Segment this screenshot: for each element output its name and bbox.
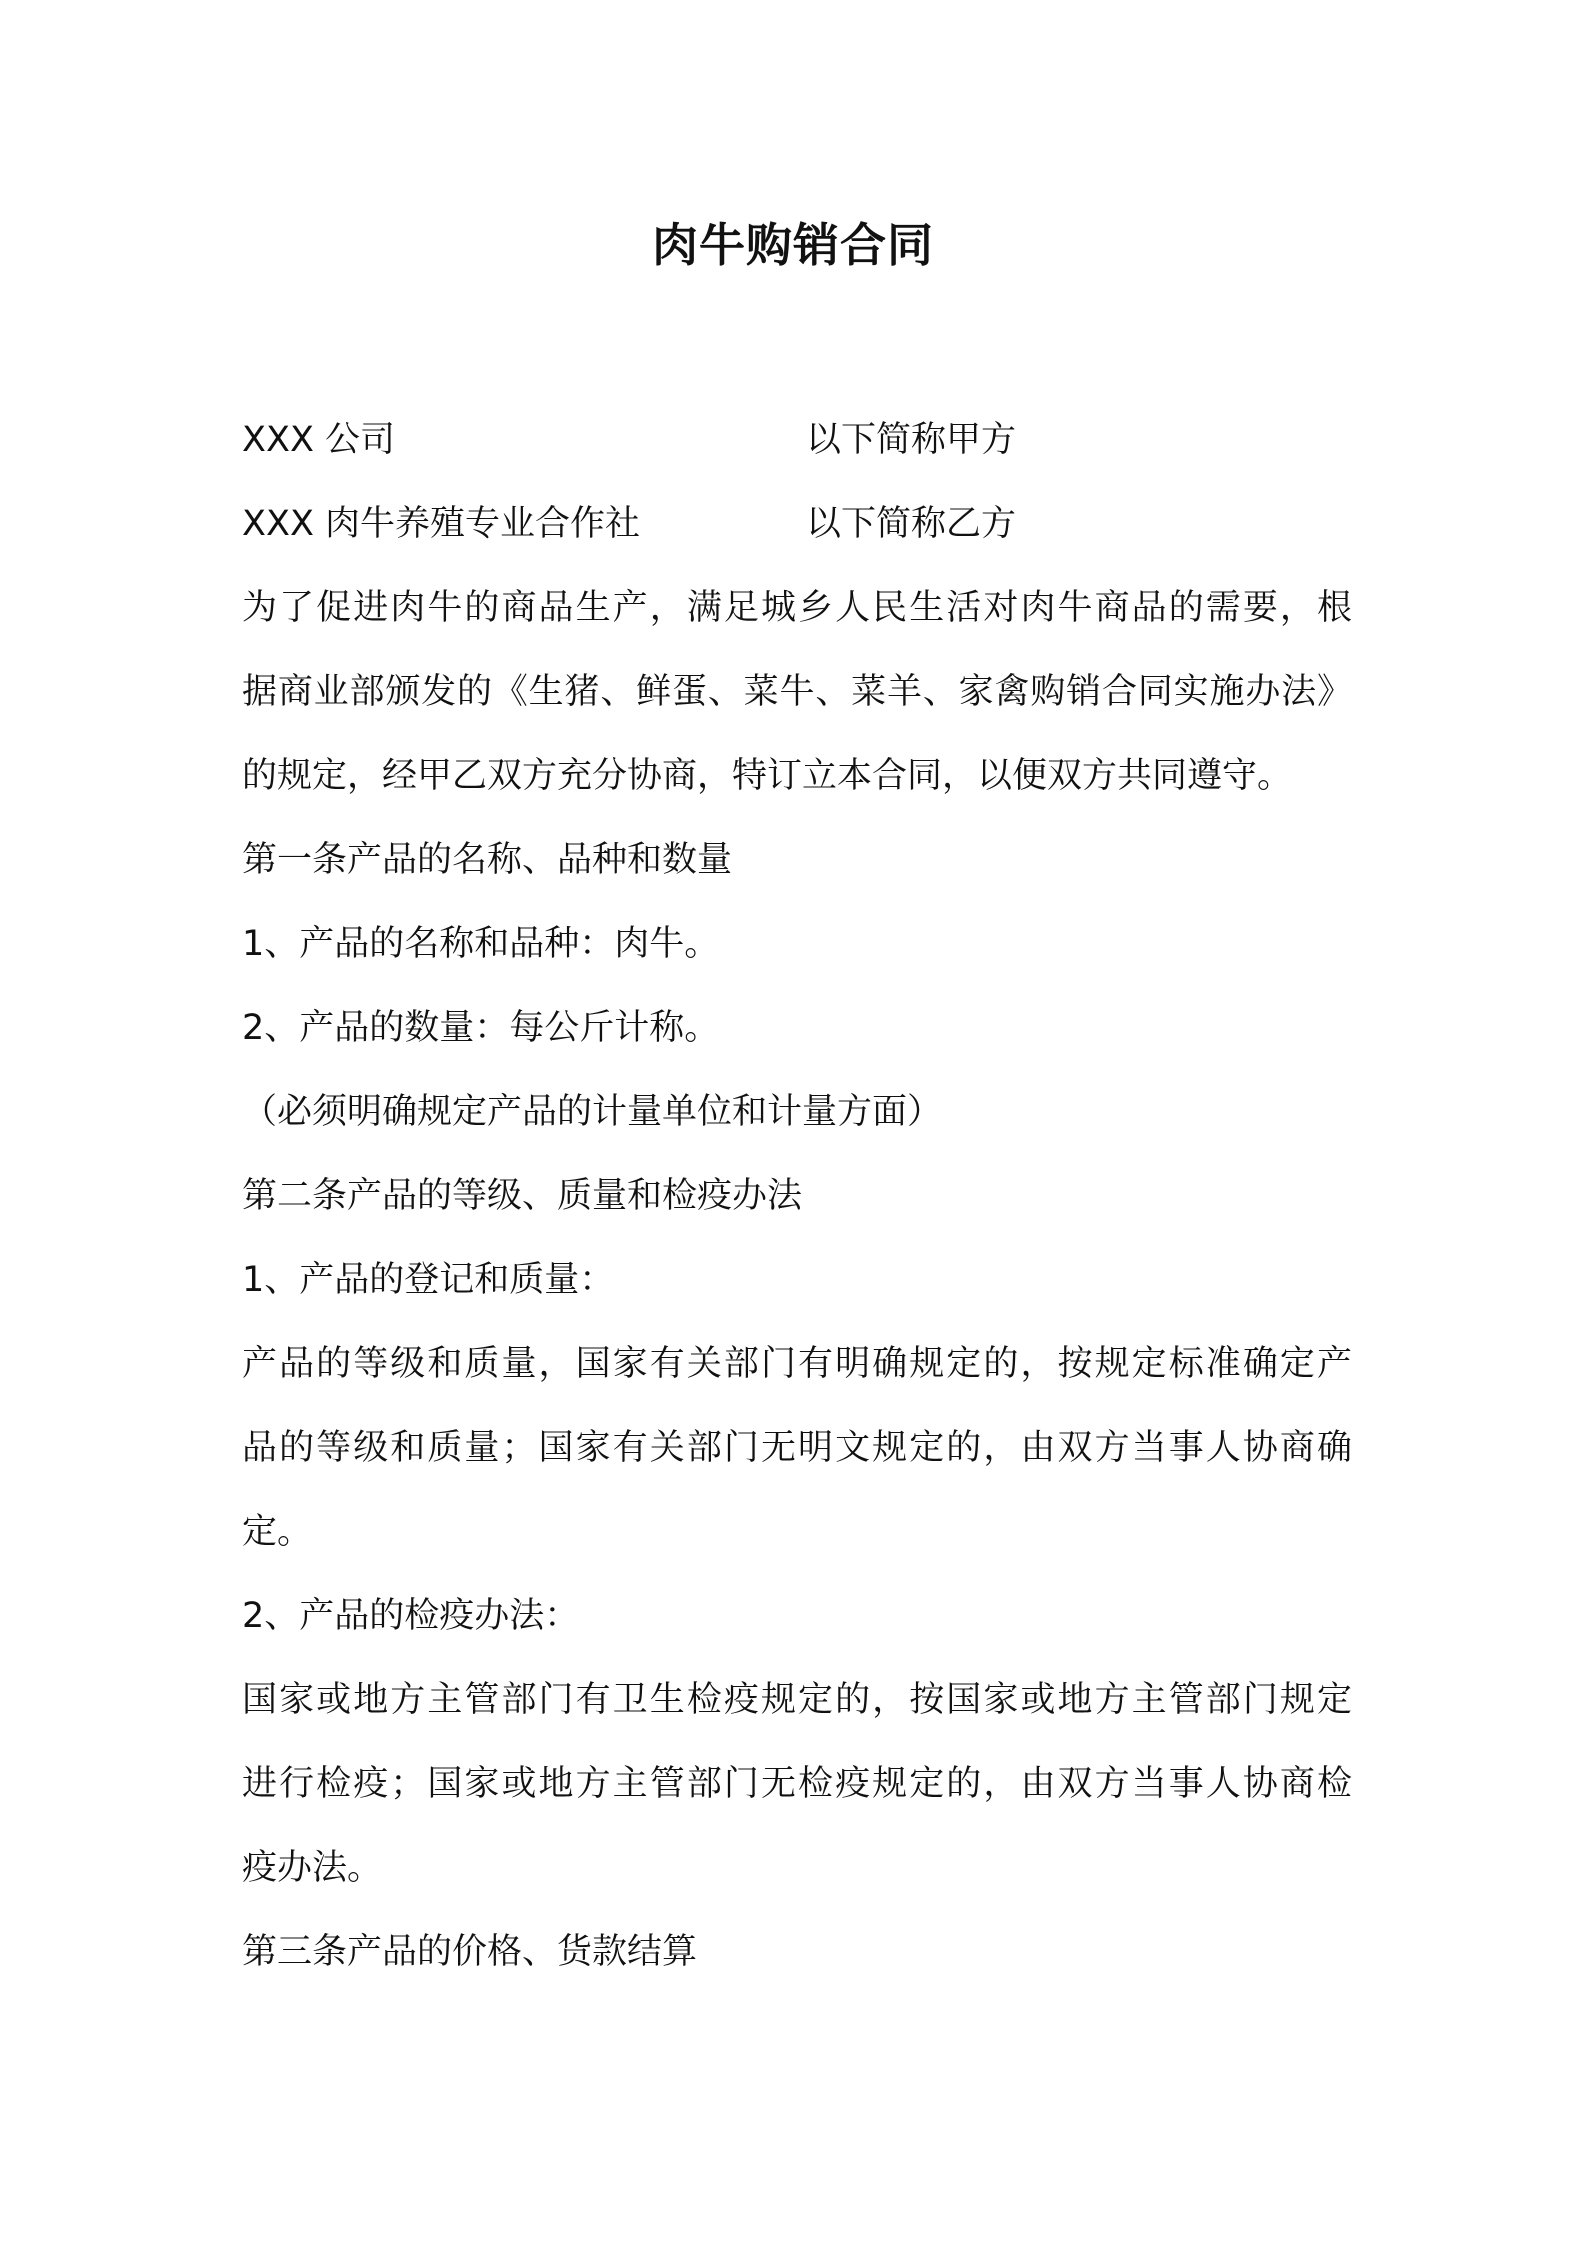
article-2-item-2-line-2: 进行检疫；国家或地方主管部门无检疫规定的，由双方当事人协商检 — [242, 1764, 1352, 1804]
article-2-item-1-heading: 1、产品的登记和质量： — [242, 1260, 615, 1300]
article-2-item-1-line-1: 产品的等级和质量，国家有关部门有明确规定的，按规定标准确定产 — [242, 1344, 1352, 1384]
article-2-item-2-line-1: 国家或地方主管部门有卫生检疫规定的，按国家或地方主管部门规定 — [242, 1680, 1352, 1720]
article-2-item-1-line-2: 品的等级和质量；国家有关部门无明文规定的，由双方当事人协商确 — [242, 1428, 1352, 1468]
article-2-heading: 第二条产品的等级、质量和检疫办法 — [242, 1176, 803, 1216]
party-a-row — [242, 398, 1352, 482]
party-b-name: XXX 肉牛养殖专业合作社 — [242, 504, 641, 544]
document-body — [242, 398, 1352, 1994]
party-a-alias: 以下简称甲方 — [806, 420, 1017, 460]
preamble-line-1: 为了促进肉牛的商品生产，满足城乡人民生活对肉牛商品的需要，根 — [242, 588, 1352, 628]
article-2-item-2-line-3: 疫办法。 — [242, 1848, 383, 1888]
article-2-item-2-heading: 2、产品的检疫办法： — [242, 1596, 580, 1636]
preamble-line-2: 据商业部颁发的《生猪、鲜蛋、菜牛、菜羊、家禽购销合同实施办法》 — [242, 672, 1352, 712]
preamble-line-3: 的规定，经甲乙双方充分协商，特订立本合同，以便双方共同遵守。 — [242, 756, 1293, 796]
party-b-row — [242, 482, 1352, 566]
article-2-item-1-line-3: 定。 — [242, 1512, 313, 1552]
party-b-alias: 以下简称乙方 — [806, 504, 1017, 544]
article-1-note: （必须明确规定产品的计量单位和计量方面） — [242, 1092, 943, 1132]
article-1-item-2: 2、产品的数量：每公斤计称。 — [242, 1008, 720, 1048]
article-3-heading: 第三条产品的价格、货款结算 — [242, 1932, 698, 1972]
document-title: 肉牛购销合同 — [652, 218, 934, 272]
article-1-item-1: 1、产品的名称和品种：肉牛。 — [242, 924, 720, 964]
party-a-name: XXX 公司 — [242, 420, 396, 460]
article-1-heading: 第一条产品的名称、品种和数量 — [242, 840, 733, 880]
